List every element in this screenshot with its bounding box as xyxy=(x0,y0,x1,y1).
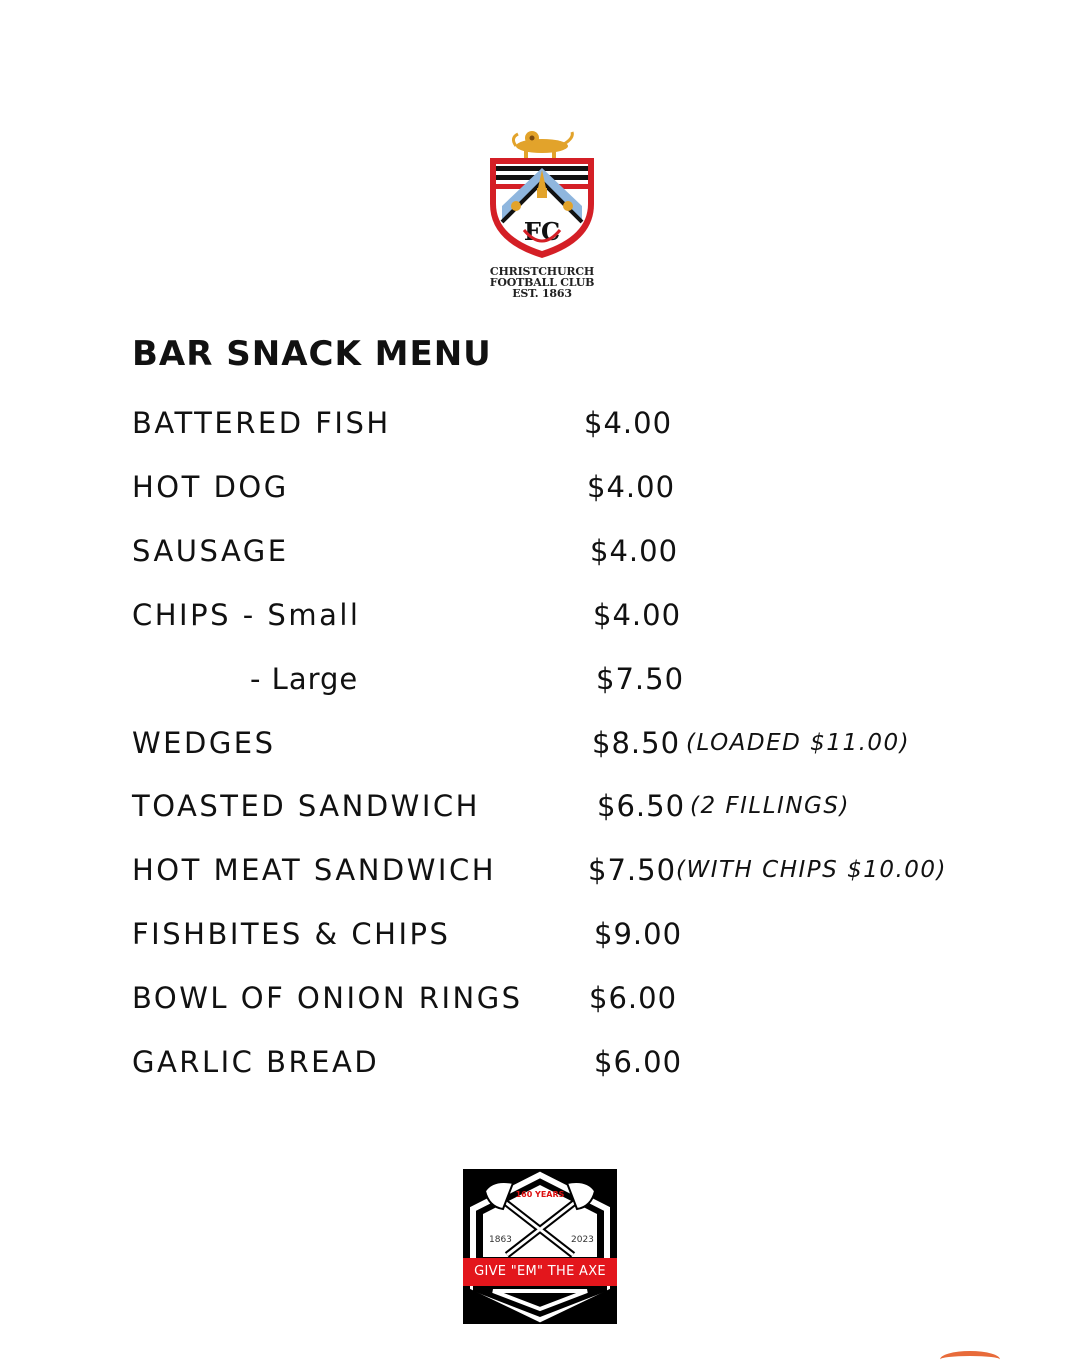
crest-caption xyxy=(480,266,604,299)
item-price: $4.00 xyxy=(584,406,673,440)
item-name: WEDGES xyxy=(132,726,276,760)
menu-item xyxy=(0,534,1080,578)
item-price: $7.50 xyxy=(596,662,685,696)
christchurch-fc-crest-icon xyxy=(480,124,604,264)
item-price: $4.00 xyxy=(593,598,682,632)
badge-year-end: 2023 xyxy=(571,1235,594,1245)
menu-item xyxy=(0,406,1080,450)
item-name: BATTERED FISH xyxy=(132,406,391,440)
crest-line-2: FOOTBALL CLUB xyxy=(489,276,595,289)
item-name: HOT DOG xyxy=(132,470,289,504)
lion-icon xyxy=(513,131,572,158)
menu-title: BAR SNACK MENU xyxy=(132,334,492,374)
menu-item xyxy=(0,598,1080,642)
badge-years-label: 160 YEARS xyxy=(515,1190,565,1199)
crest-line-3: EST. 1863 xyxy=(512,287,572,300)
menu-item xyxy=(0,789,1080,833)
badge-slogan: GIVE "EM" THE AXE xyxy=(474,1264,606,1279)
menu-item xyxy=(0,1045,1080,1089)
menu-item xyxy=(0,470,1080,514)
crest-monogram: FC xyxy=(523,217,561,246)
item-name: FISHBITES & CHIPS xyxy=(132,917,451,951)
corner-decoration xyxy=(940,1351,1000,1368)
item-name: HOT MEAT SANDWICH xyxy=(132,853,497,887)
item-price: $6.00 xyxy=(594,1045,683,1079)
menu-item xyxy=(0,662,1080,706)
menu-item xyxy=(0,981,1080,1025)
item-price: $6.00 xyxy=(589,981,678,1015)
anniversary-badge xyxy=(463,1169,617,1324)
item-name: TOASTED SANDWICH xyxy=(132,789,480,823)
club-crest-logo xyxy=(480,124,604,304)
item-name: GARLIC BREAD xyxy=(132,1045,380,1079)
item-price: $9.00 xyxy=(594,917,683,951)
item-note: (LOADED $11.00) xyxy=(686,730,911,756)
menu-item xyxy=(0,726,1080,770)
item-price: $8.50 xyxy=(592,726,681,760)
menu-item xyxy=(0,917,1080,961)
badge-year-start: 1863 xyxy=(489,1235,512,1245)
item-name: BOWL OF ONION RINGS xyxy=(132,981,523,1015)
item-note: (WITH CHIPS $10.00) xyxy=(676,857,948,883)
item-name: - Large xyxy=(250,662,359,696)
item-name: SAUSAGE xyxy=(132,534,289,568)
crest-line-1: CHRISTCHURCH xyxy=(489,265,595,278)
item-price: $4.00 xyxy=(590,534,679,568)
item-price: $6.50 xyxy=(597,789,686,823)
item-price: $7.50 xyxy=(588,853,677,887)
menu-item xyxy=(0,853,1080,897)
item-note: (2 FILLINGS) xyxy=(690,793,850,819)
item-price: $4.00 xyxy=(587,470,676,504)
item-name: CHIPS - Small xyxy=(132,598,361,632)
